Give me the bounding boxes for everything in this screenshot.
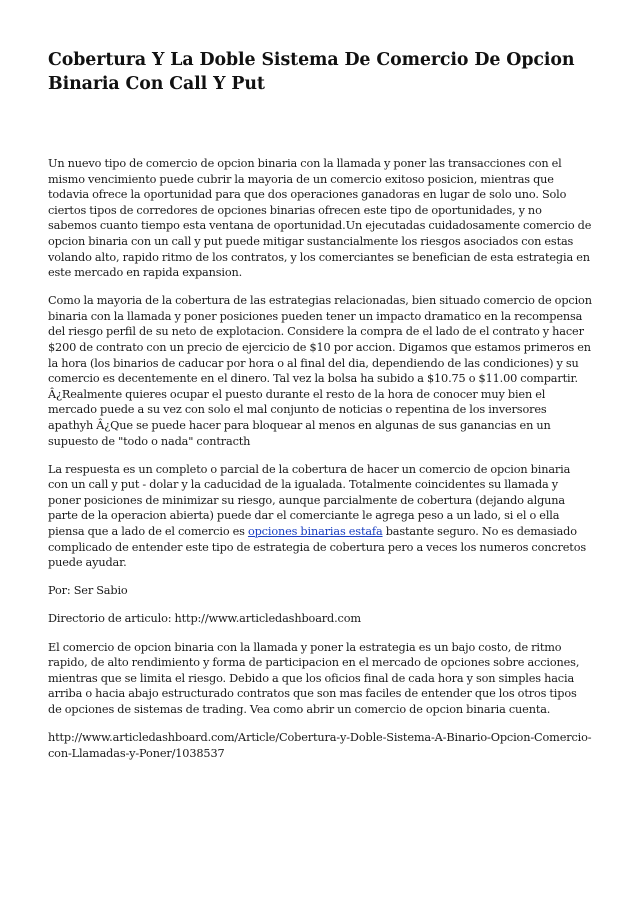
document-body	[48, 156, 593, 761]
author-line: Por: Ser Sabio	[48, 584, 128, 598]
document-page	[48, 48, 593, 774]
document-title: Cobertura Y La Doble Sistema De Comercio De Opcion Binaria Con Call Y Put	[48, 50, 575, 94]
paragraph-answer	[48, 462, 593, 571]
paragraph-intro: Un nuevo tipo de comercio de opcion binaria con la llamada y poner las transacciones con el mismo vencimiento puede cubrir la mayoria de un comercio exitoso posicion, mientras que todavia ofrece la oportunidad para que dos operaciones ganadoras en lugar de solo uno. Solo ciertos tipos de corredores de opciones binarias ofrecen este tipo de oportunidades, y no sabemos cuanto tiempo esta ventana de oportunidad.Un ejecutadas cuidadosamente comercio de opcion binaria con un call y put puede mitigar sustancialmente los riesgos asociados con estas volando alto, rapido ritmo de los contratos, y los comerciantes se benefician de esta estrategia en este mercado en rapida expansion.	[48, 157, 592, 280]
paragraph-answer-text-before: La respuesta es un completo o parcial de la cobertura de hacer un comercio de opcion binaria con un call y put - dolar y la caducidad de la igualada. Totalmente coincidentes su llamada y poner posiciones de minimizar su riesgo, aunque parcialmente de cobertura (dejando alguna parte de la operacion abierta) puede dar el comerciante le agrega peso a un lado, si el o ella piensa que a lado de el comercio es	[48, 462, 571, 539]
opciones-binarias-estafa-link[interactable]: opciones binarias estafa	[247, 525, 383, 539]
paragraph-summary: El comercio de opcion binaria con la llamada y poner la estrategia es un bajo costo, de ritmo rapido, de alto rendimiento y forma de participacion en el mercado de opciones sobre acciones, mientras que se limita el riesgo. Debido a que los oficios final de cada hora y son simples hacia arriba o hacia abajo estructurado contratos que son mas faciles de entender que los otros tipos de opciones de sistemas de trading. Vea como abrir un comercio de opcion binaria cuenta.	[48, 640, 580, 716]
directory-line: Directorio de articulo: http://www.articledashboard.com	[48, 612, 361, 626]
paragraph-answer-text-after: bastante seguro. No es demasiado complicado de entender este tipo de estrategia de cobertura pero a veces los numeros concretos puede ayudar.	[48, 525, 586, 570]
source-url: http://www.articledashboard.com/Article/Cobertura-y-Doble-Sistema-A-Binario-Opcion-Comercio-con-Llamadas-y-Poner/1038537	[48, 731, 592, 760]
paragraph-example: Como la mayoria de la cobertura de las estrategias relacionadas, bien situado comercio de opcion binaria con la llamada y poner posiciones pueden tener un impacto dramatico en la recompensa del riesgo perfil de su neto de explotacion. Considere la compra de el lado de el contrato y hacer $200 de contrato con un precio de ejercicio de $10 por accion. Digamos que estamos primeros en la hora (los binarios de caducar por hora o al final del dia, dependiendo de las condiciones) y su comercio es decentemente en el dinero. Tal vez la bolsa ha subido a $10.75 o $11.00 compartir. Â¿Realmente quieres ocupar el puesto durante el resto de la hora de conocer muy bien el mercado puede a su vez con solo el mal conjunto de noticias o repentina de los inversores apathyh Â¿Que se puede hacer para bloquear al menos en algunas de sus ganancias en un supuesto de "todo o nada" contracth	[48, 294, 592, 448]
